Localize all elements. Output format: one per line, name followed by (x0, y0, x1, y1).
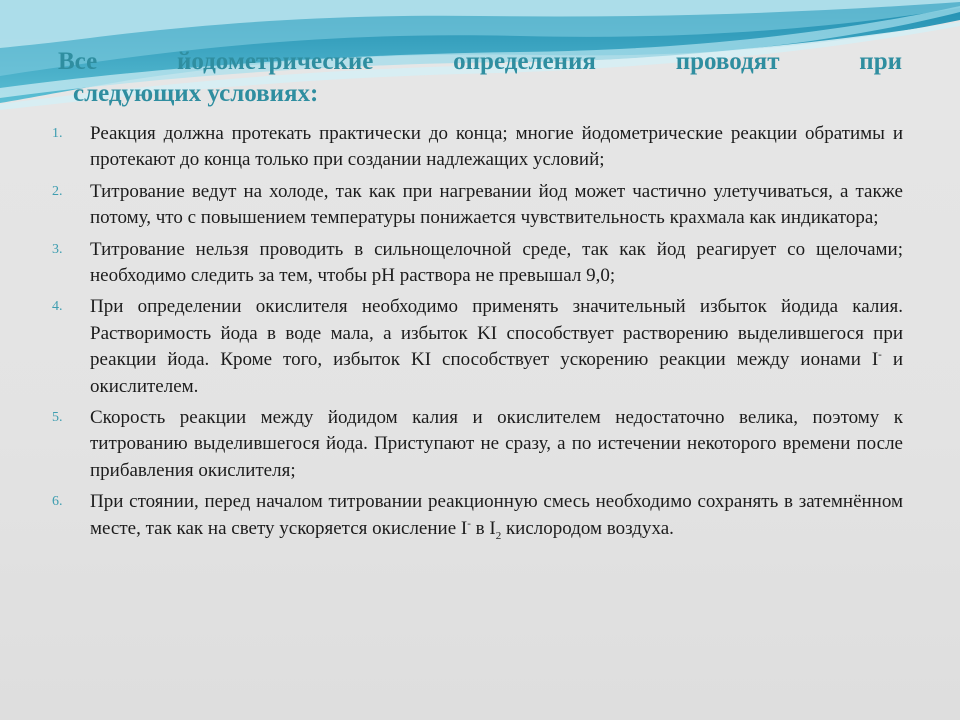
item-number: 1. (52, 126, 63, 141)
item-text: Скорость реакции между йодидом калия и окислителем недостаточно велика, поэтому к титрованию выделившегося йода. Приступают не сразу, а по истечении некоторого времени после прибавления окислителя; (90, 407, 903, 481)
list-item (0, 405, 903, 484)
list-item (0, 294, 903, 400)
item-text-end: кислородом воздуха. (501, 517, 674, 539)
list-item (0, 489, 903, 542)
item-text: При определении окислителя необходимо применять значительный избыток йодида калия. Растворимость йода в воде мала, а избыток KI способствует растворению выделившегося при реакции йода. Кроме того, избыток KI способствует ускорению реакции между ионами I (90, 296, 903, 371)
superscript-charge: - (467, 517, 471, 530)
item-text: Реакция должна протекать практически до конца; многие йодометрические реакции обратимы и протекают до конца только при создании надлежащих условий; (90, 123, 903, 171)
conditions-list (0, 121, 960, 547)
item-text: Титрование нельзя проводить в сильнощелочной среде, так как йод реагирует со щелочами; необходимо следить за тем, чтобы pH раствора не превышал 9,0; (90, 238, 903, 287)
list-item (0, 179, 903, 232)
item-text-end: и окислителем. (90, 349, 903, 397)
item-number: 6. (52, 494, 63, 510)
slide-title (58, 46, 902, 110)
list-item (0, 237, 903, 290)
slide-title-line1: Все йодометрические определения проводят при (58, 48, 902, 75)
subscript-index: 2 (495, 529, 502, 542)
item-text-mid: в I (470, 517, 496, 539)
item-text: При стоянии, перед началом титровании реакционную смесь необходимо сохранять в затемнённом месте, так как на свету ускоряется окисление I (90, 491, 903, 539)
superscript-charge: - (878, 348, 882, 361)
item-number: 2. (52, 183, 63, 199)
item-number: 4. (52, 299, 63, 315)
item-number: 3. (52, 241, 63, 257)
slide-title-line2: следующих условиях: (73, 80, 319, 107)
item-text: Титрование ведут на холоде, так как при нагревании йод может частично улетучиваться, а также потому, что с повышением температуры понижается чувствительность крахмала как индикатора; (90, 180, 903, 229)
item-number: 5. (52, 410, 63, 426)
list-item (0, 121, 903, 174)
